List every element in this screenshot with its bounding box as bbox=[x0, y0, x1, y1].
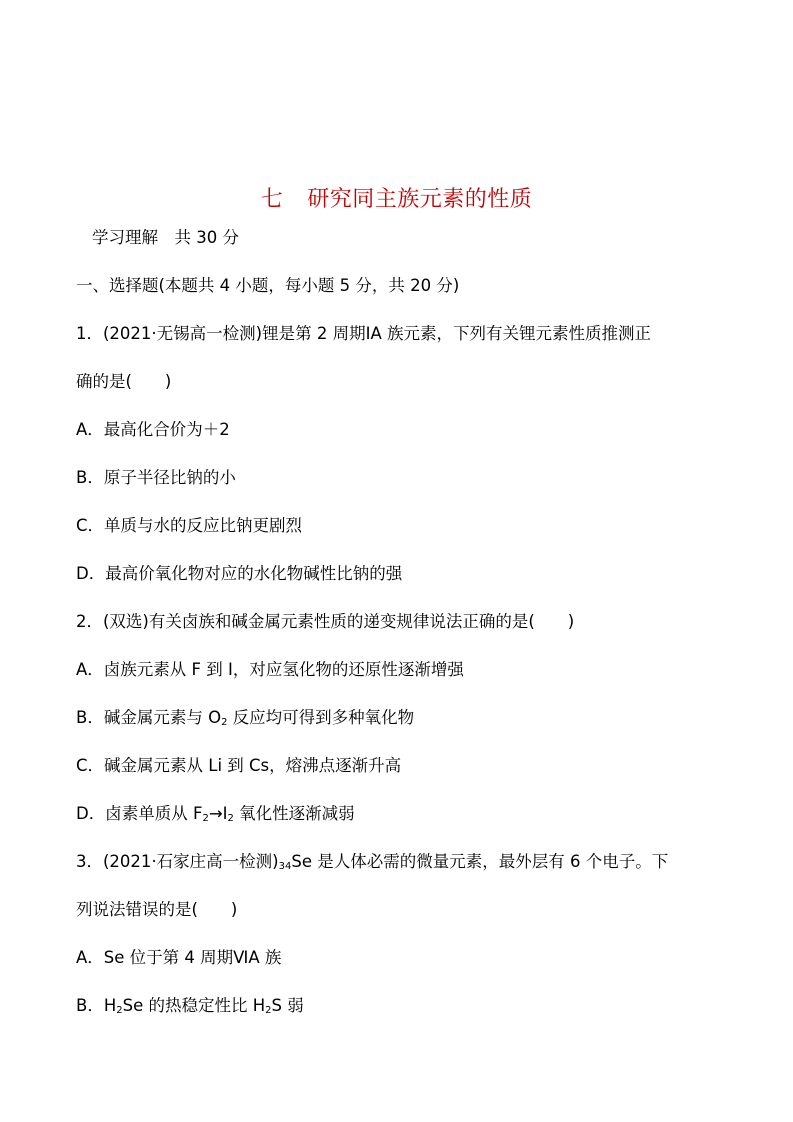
q2-option-a: A．卤族元素从 F 到 I，对应氢化物的还原性逐渐增强 bbox=[76, 660, 464, 679]
title-text: 研究同主族元素的性质 bbox=[307, 187, 533, 212]
q2-stem: 2．(双选)有关卤族和碱金属元素性质的递变规律说法正确的是( ) bbox=[76, 612, 575, 631]
q1-option-a: A．最高化合价为＋2 bbox=[76, 420, 230, 439]
q3-option-a: A．Se 位于第 4 周期ⅥA 族 bbox=[76, 948, 282, 967]
q1-stem-line1: 1．(2021·无锡高一检测)锂是第 2 周期ⅠA 族元素，下列有关锂元素性质推测正 bbox=[76, 324, 651, 343]
q1-option-b: B．原子半径比钠的小 bbox=[76, 468, 236, 487]
title-number: 七 bbox=[260, 187, 284, 212]
part-one-heading: 一、选择题(本题共 4 小题，每小题 5 分，共 20 分) bbox=[76, 276, 460, 295]
q1-option-d: D．最高价氧化物对应的水化物碱性比钠的强 bbox=[76, 564, 403, 583]
q2-option-d: D．卤素单质从 $F_2\to I_2$ 氧化性逐渐减弱 bbox=[76, 804, 355, 824]
q3-stem-line2: 列说法错误的是( ) bbox=[76, 900, 238, 919]
q2-option-c: C．碱金属元素从 Li 到 Cs，熔沸点逐渐升高 bbox=[76, 756, 402, 775]
q1-stem-line2: 确的是( ) bbox=[76, 372, 172, 391]
section-header: 学习理解 共 30 分 bbox=[92, 228, 239, 247]
q1-option-c: C．单质与水的反应比钠更剧烈 bbox=[76, 516, 303, 535]
q2-option-b: B．碱金属元素与 $O_2$ 反应均可得到多种氧化物 bbox=[76, 708, 415, 728]
page-title bbox=[0, 182, 793, 213]
q3-option-b: B．$H_2Se$ 的热稳定性比 $H_2S$ 弱 bbox=[76, 996, 304, 1016]
q3-stem-line1: 3．(2021·石家庄高一检测)34Se 是人体必需的微量元素，最外层有 6 个电子。下 bbox=[76, 852, 669, 872]
